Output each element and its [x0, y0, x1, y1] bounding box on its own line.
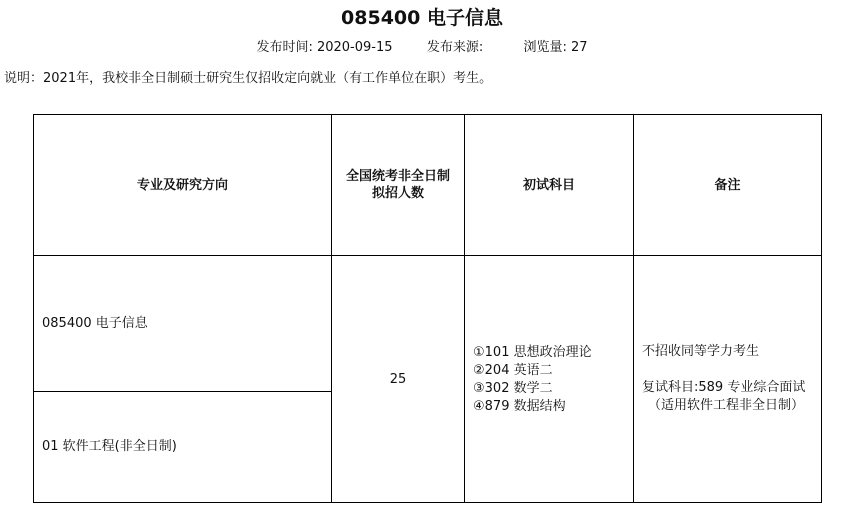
views-count: 27 — [571, 40, 588, 55]
publish-time-value: 2020-09-15 — [316, 40, 393, 55]
remark-cell — [634, 256, 822, 503]
remark-line: 复试科目:589 专业综合面试 — [642, 380, 806, 395]
header-quota-line2: 拟招人数 — [371, 186, 424, 201]
exam-subject-item: ①101 思想政治理论 — [473, 345, 592, 360]
header-quota — [332, 115, 465, 256]
article-meta — [0, 39, 844, 57]
quota-cell: 25 — [332, 256, 465, 503]
table-row — [34, 256, 822, 392]
source-label: 发布来源: — [426, 40, 484, 55]
header-major: 专业及研究方向 — [34, 115, 332, 256]
page-title: 085400 电子信息 — [341, 7, 503, 29]
remark-line: （适用软件工程非全日制） — [648, 398, 805, 413]
table-header-row — [34, 115, 822, 256]
enrollment-table — [33, 114, 822, 503]
exam-subject-item: ②204 英语二 — [473, 363, 553, 378]
remark-line: 不招收同等学力考生 — [642, 344, 760, 359]
exam-subject-item: ③302 数学二 — [473, 381, 553, 396]
header-remark: 备注 — [634, 115, 822, 256]
publish-time-label: 发布时间: — [256, 40, 313, 55]
enrollment-note: 说明：2021年，我校非全日制硕士研究生仅招收定向就业（有工作单位在职）考生。 — [4, 71, 493, 86]
major-cell: 085400 电子信息 — [34, 256, 332, 392]
header-quota-line1: 全国统考非全日制 — [345, 169, 450, 184]
header-exam: 初试科目 — [465, 115, 634, 256]
exam-subjects-cell — [465, 256, 634, 503]
direction-cell: 01 软件工程(非全日制) — [34, 392, 332, 503]
exam-subject-item: ④879 数据结构 — [473, 399, 566, 414]
views-label: 浏览量: — [523, 40, 567, 55]
